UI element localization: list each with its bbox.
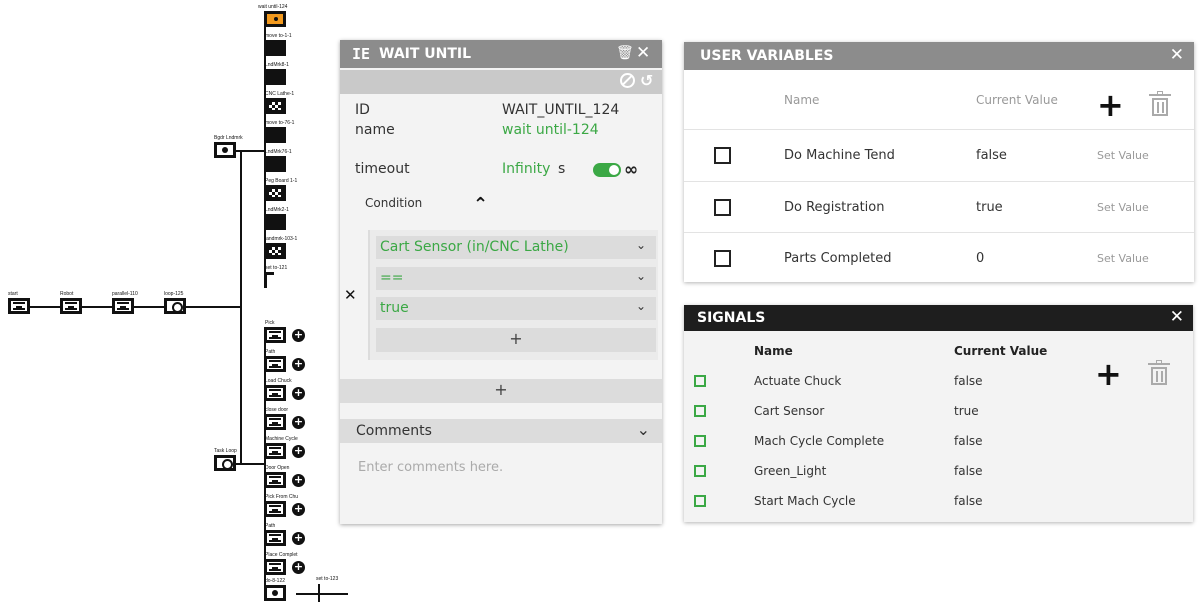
set-value-button[interactable]: Set Value [1097,252,1149,265]
user-variables-panel [684,42,1194,282]
signal-name: Start Mach Cycle [754,494,856,508]
column-header-value: Current Value [976,93,1058,107]
parallel-node[interactable] [112,298,134,314]
add-condition-button[interactable]: + [340,379,662,403]
stack-icon [269,418,281,426]
flow-label: close door [265,407,289,413]
comments-input[interactable] [356,456,646,478]
variable-name: Do Registration [784,200,885,215]
add-step-icon[interactable]: + [293,357,304,370]
dot-icon [269,15,281,23]
flow-label: LndMrk8-1 [265,62,289,68]
timeout-value[interactable]: Infinity [502,161,551,177]
signal-row [684,398,1193,428]
variable-row [684,232,1194,283]
flow-diagram [0,0,360,607]
variable-checkbox[interactable] [714,147,731,164]
stack-icon [65,302,77,310]
flow-label: do-8-122 [265,578,286,584]
load-chuck-node[interactable] [264,385,286,401]
stack-icon [269,331,281,339]
wait-until-panel [340,40,662,524]
set-value-button[interactable]: Set Value [1097,149,1149,162]
flow-label: LndMrk76-1 [265,149,292,155]
flow-label: Pick [265,320,275,326]
add-step-icon[interactable]: + [293,415,304,428]
variable-value: true [976,200,1003,215]
variable-row [684,181,1194,232]
add-step-icon[interactable]: + [293,502,304,515]
add-variable-icon[interactable]: + [1097,86,1124,124]
flow-label: Pick From Chu [265,494,299,500]
loop-icon [169,302,181,310]
wait-until-toolbar [340,70,662,94]
checker-icon [269,247,281,255]
add-clause-button[interactable]: + [376,328,656,352]
signal-name: Mach Cycle Complete [754,434,885,448]
flow-label: Path [265,349,276,355]
collapse-condition-icon[interactable]: ⌃ [473,194,489,215]
branch-bottom-connector [236,463,264,465]
robot-node[interactable] [60,298,82,314]
infinity-icon: ∞ [624,160,639,180]
variable-checkbox[interactable] [714,199,731,216]
dot-icon [219,146,231,154]
flow-label: LndMrk2-1 [265,207,289,213]
signals-header [684,305,1193,331]
add-step-icon[interactable]: + [293,328,304,341]
id-value: WAIT_UNTIL_124 [502,102,620,118]
chevron-down-icon: ⌄ [635,269,646,283]
signal-checkbox[interactable] [694,375,706,387]
flow-label-robot: Robot [60,291,74,297]
variable-value: false [976,148,1007,163]
panel-title: SIGNALS [697,310,766,326]
trailing-connector [296,593,348,595]
block-type-icon: IE [352,45,371,63]
checker-icon [269,189,281,197]
condition-left-select[interactable] [376,236,656,259]
signal-name: Actuate Chuck [754,374,842,388]
signal-value: true [954,404,979,418]
close-icon[interactable]: ✕ [1169,307,1184,327]
flow-label: wait until-124 [258,4,288,10]
signal-value: false [954,374,983,388]
flow-label: CNC Lathe-1 [265,91,295,97]
infinity-toggle[interactable] [593,163,621,177]
signal-row [684,368,1193,398]
machine-node[interactable] [264,185,286,201]
move-to-node[interactable] [264,40,286,56]
condition-right-select[interactable] [376,297,656,320]
machine-cycle-node[interactable] [264,443,286,459]
close-door-node[interactable] [264,414,286,430]
machine-node[interactable] [264,98,286,114]
checker-icon [269,102,281,110]
flow-label: Load Chuck [265,378,292,384]
refresh-icon[interactable]: ↺ [640,71,654,90]
path-node[interactable] [264,530,286,546]
start-node[interactable] [8,298,30,314]
flow-label-loop: loop-125 [164,291,184,297]
signals-panel [684,305,1193,522]
close-icon[interactable]: ✕ [636,43,651,63]
panel-title: USER VARIABLES [700,48,834,64]
flow-label-bgdr: Bgdr Lndmrk [214,135,243,141]
add-step-icon[interactable]: + [293,444,304,457]
flow-label-taskloop: Task Loop [214,448,237,454]
variable-value: 0 [976,251,985,266]
condition-group [368,230,658,360]
name-value[interactable]: wait until-124 [502,122,599,138]
set-to-node[interactable] [264,272,274,288]
flow-label: Path [265,523,276,529]
branch-bottom-node[interactable] [214,455,236,471]
comments-label: Comments [356,423,432,439]
stack-icon [269,563,281,571]
flow-label: Door Open [265,465,290,471]
condition-label: Condition [365,196,423,210]
condition-operator-select[interactable] [376,267,656,290]
flow-label-start: start [8,291,18,297]
landmark-node[interactable] [264,69,286,85]
flow-label: landmrk-103-1 [265,236,298,242]
condition-left-value: Cart Sensor (in/CNC Lathe) [380,239,569,255]
flow-label: set to-123 [316,576,339,582]
timeout-unit: s [558,161,566,177]
name-label: name [355,122,395,138]
move-to-node[interactable] [264,127,286,143]
pick-from-chuck-node[interactable] [264,501,286,517]
landmark-node[interactable] [264,156,286,172]
add-step-icon[interactable]: + [293,560,304,573]
branch-top-node[interactable] [214,142,236,158]
signal-value: false [954,434,983,448]
id-label: ID [355,102,370,118]
variable-name: Do Machine Tend [784,148,895,163]
stack-icon [117,302,129,310]
column-header-value: Current Value [954,344,1048,358]
add-step-icon[interactable]: + [293,386,304,399]
place-complete-node[interactable] [264,559,286,575]
timeout-label: timeout [355,161,410,177]
branch-spine [240,150,242,465]
wait-until-header [340,40,662,68]
set-value-button[interactable]: Set Value [1097,201,1149,214]
chevron-down-icon: ⌄ [635,299,646,313]
remove-condition-icon[interactable]: ✕ [344,286,357,304]
signal-row [684,458,1193,488]
branch-top-connector [236,150,264,152]
stack-icon [269,360,281,368]
flow-label: set to-121 [265,265,288,271]
signal-checkbox[interactable] [694,435,706,447]
signal-value: false [954,494,983,508]
chevron-down-icon: ⌄ [636,420,650,439]
trailing-tick [318,584,320,602]
flow-label: Place Complet [265,552,298,558]
signal-name: Cart Sensor [754,404,825,418]
variable-name: Parts Completed [784,251,892,266]
stack-icon [269,476,281,484]
condition-right-value: true [380,300,409,316]
close-icon[interactable]: ✕ [1169,45,1184,65]
flow-label: move to-1-1 [265,33,292,39]
stack-icon [269,389,281,397]
pick-node[interactable] [264,327,286,343]
delete-icon[interactable]: 🗑 [616,45,634,61]
add-step-icon[interactable]: + [293,473,304,486]
signal-checkbox[interactable] [694,465,706,477]
signal-row [684,428,1193,458]
add-step-icon[interactable]: + [293,531,304,544]
path-node[interactable] [264,356,286,372]
dot-icon [269,589,281,597]
comments-header[interactable] [340,419,662,443]
stack-icon [269,505,281,513]
loop-icon [219,459,231,467]
condition-operator-value: == [380,270,404,286]
disable-icon[interactable] [620,73,635,88]
chevron-down-icon: ⌄ [635,238,646,252]
landmark-node[interactable] [264,214,286,230]
flow-label: Machine Cycle [265,436,298,442]
stack-icon [269,534,281,542]
column-header-name: Name [754,344,793,358]
machine-node[interactable] [264,243,286,259]
flow-label: Peg Board 1-1 [265,178,298,184]
panel-title: WAIT UNTIL [379,46,472,62]
flow-label-parallel: parallel-110 [112,291,138,297]
flow-label: move to-76-1 [265,120,295,126]
stack-icon [13,302,25,310]
user-variables-header [684,42,1194,70]
variable-checkbox[interactable] [714,250,731,267]
door-open-node[interactable] [264,472,286,488]
signal-name: Green_Light [754,464,827,478]
add-signal-icon[interactable]: + [1095,355,1122,393]
signal-value: false [954,464,983,478]
signal-checkbox[interactable] [694,405,706,417]
signal-row [684,488,1193,518]
column-header-name: Name [784,93,820,107]
delete-variable-icon[interactable] [1151,94,1169,116]
loop-node[interactable] [164,298,186,314]
variable-row [684,129,1194,180]
wait-until-node[interactable] [264,11,286,27]
signal-checkbox[interactable] [694,495,706,507]
stack-icon [269,447,281,455]
do-node[interactable] [264,585,286,601]
